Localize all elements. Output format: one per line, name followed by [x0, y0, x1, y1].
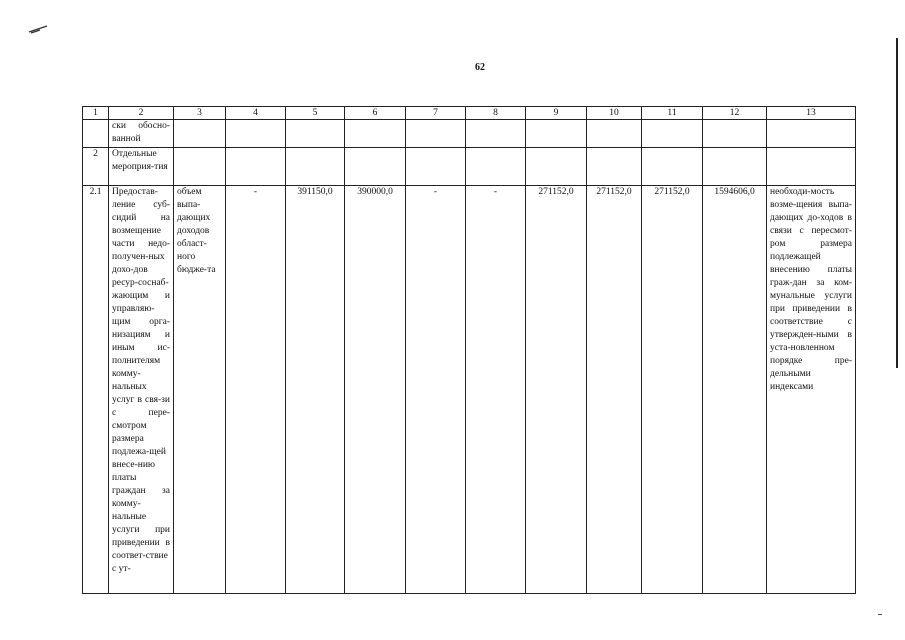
item-description: Предостав-ление суб-сидий на возмещение части недо-получен-ных дохо-дов ресур-соснаб-жающим и управляю-щим орга-низациям и иным ис-полнителям комму-нальных услуг в свя-зи с пере-смотром размера подлежа-щей внесе-нию платы граждан за комму-нальные услуги при приведении в соответ-ствие с ут- — [109, 186, 174, 594]
header-cell: 6 — [345, 107, 406, 120]
header-cell: 4 — [226, 107, 286, 120]
table-cell — [526, 148, 587, 186]
page-number: 62 — [475, 62, 485, 73]
table-cell — [703, 148, 767, 186]
header-row — [83, 107, 856, 120]
table-cell — [642, 120, 703, 148]
table-cell — [642, 148, 703, 186]
item-justification: необходи-мость возме-щения выпа-дающих до-ходов в связи с пересмот-ром размера подлежащей внесению платы граж-дан за ком-мунальные услуги при приведении в соответствие с утвержден-ными в уста-новленном порядке пре-дельными индексами — [767, 186, 856, 594]
header-cell: 7 — [406, 107, 466, 120]
table-cell — [703, 120, 767, 148]
scan-mark — [28, 24, 48, 34]
section-row — [83, 148, 856, 186]
table-cell — [345, 148, 406, 186]
header-cell: 12 — [703, 107, 767, 120]
value-col11: 271152,0 — [642, 186, 703, 594]
table-cell — [174, 120, 226, 148]
header-cell: 13 — [767, 107, 856, 120]
item-indicator: объем выпа-дающих доходов област-ного бюдже-та — [174, 186, 226, 594]
scan-dot — [878, 614, 882, 615]
table-cell — [526, 120, 587, 148]
table-cell — [286, 120, 345, 148]
table-cell — [406, 148, 466, 186]
value-col10: 271152,0 — [587, 186, 642, 594]
header-cell: 11 — [642, 107, 703, 120]
table-cell — [466, 120, 526, 148]
header-cell: 3 — [174, 107, 226, 120]
value-col12: 1594606,0 — [703, 186, 767, 594]
value-col6: 390000,0 — [345, 186, 406, 594]
item-row — [83, 186, 856, 594]
table-cell — [767, 148, 856, 186]
budget-table — [82, 106, 856, 594]
table-cell — [226, 148, 286, 186]
table-cell — [226, 120, 286, 148]
header-cell: 1 — [83, 107, 109, 120]
header-cell: 2 — [109, 107, 174, 120]
header-cell: 8 — [466, 107, 526, 120]
value-col4: - — [226, 186, 286, 594]
continued-row — [83, 120, 856, 148]
value-col8: - — [466, 186, 526, 594]
table-cell — [466, 148, 526, 186]
table-cell — [286, 148, 345, 186]
table-cell — [767, 120, 856, 148]
continued-text: ски обосно-ванной — [109, 120, 174, 148]
table-cell — [345, 120, 406, 148]
section-number: 2 — [83, 148, 109, 186]
item-number: 2.1 — [83, 186, 109, 594]
header-cell: 9 — [526, 107, 587, 120]
table-cell — [174, 148, 226, 186]
value-col5: 391150,0 — [286, 186, 345, 594]
page-edge-line — [896, 38, 898, 368]
table-cell — [587, 120, 642, 148]
value-col7: - — [406, 186, 466, 594]
header-cell: 5 — [286, 107, 345, 120]
table-cell — [587, 148, 642, 186]
table-cell — [406, 120, 466, 148]
header-cell: 10 — [587, 107, 642, 120]
section-title: Отдельные мероприя-тия — [109, 148, 174, 186]
table-cell — [83, 120, 109, 148]
value-col9: 271152,0 — [526, 186, 587, 594]
